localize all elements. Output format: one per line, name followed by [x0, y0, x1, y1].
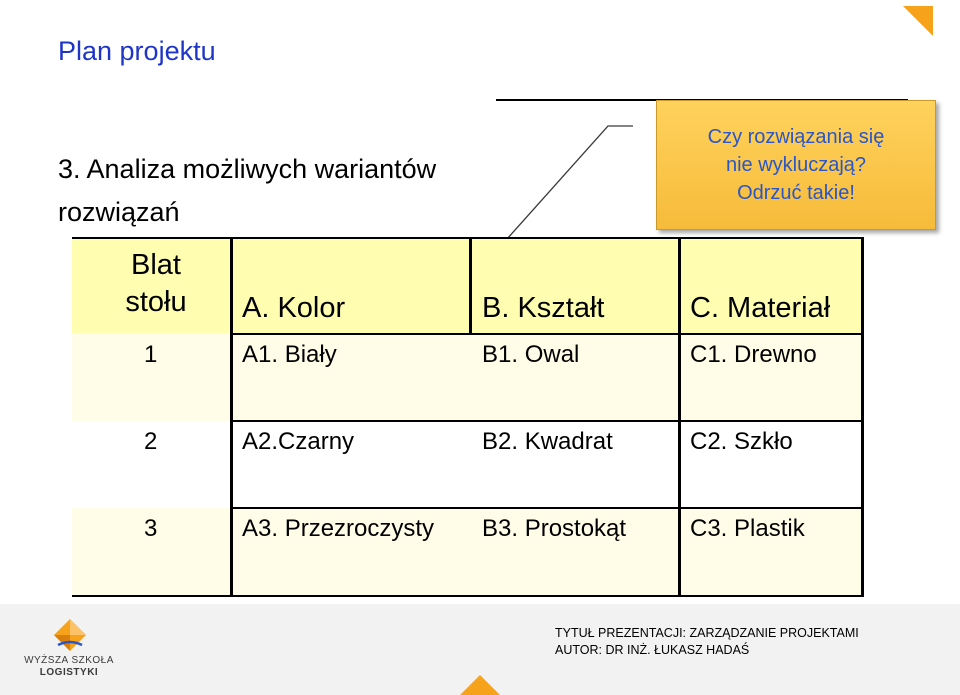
table-divider [678, 237, 681, 597]
column-header-kolor: A. Kolor [242, 292, 346, 324]
footer-info [555, 625, 859, 659]
table-divider [230, 507, 864, 509]
bottom-triangle-icon [460, 675, 500, 695]
corner-triangle-icon [903, 6, 933, 36]
table-cell: A2.Czarny [242, 428, 355, 455]
variants-table [72, 237, 864, 597]
logo-line-1: WYŻSZA SZKOŁA [24, 655, 114, 666]
table-cell: A3. Przezroczysty [242, 515, 435, 542]
table-cell: A1. Biały [242, 341, 337, 368]
column-header-material: C. Materiał [690, 292, 831, 324]
section-heading-line-1: 3. Analiza możliwych wariantów [58, 154, 437, 184]
table-divider [230, 237, 233, 597]
section-heading-line-2: rozwiązań [58, 197, 180, 227]
row-number: 2 [144, 428, 158, 455]
table-divider [230, 420, 864, 422]
table-corner-header [110, 247, 202, 321]
table-divider [72, 595, 864, 597]
table-cell: C1. Drewno [690, 341, 817, 368]
callout-line-1: Czy rozwiązania się [707, 126, 885, 148]
callout-box [656, 100, 936, 230]
table-cell: B1. Owal [482, 341, 580, 368]
logo-line-2: LOGISTYKI [39, 667, 99, 678]
presentation-title: TYTUŁ PREZENTACJI: ZARZĄDZANIE PROJEKTAMI [555, 626, 859, 640]
table-cell: B3. Prostokąt [482, 515, 627, 542]
presentation-author: AUTOR: DR INŻ. ŁUKASZ HADAŚ [555, 643, 750, 657]
table-cell: C2. Szkło [690, 428, 793, 455]
row-number: 3 [144, 515, 158, 542]
school-logo-text [14, 655, 124, 679]
table-divider [72, 237, 864, 239]
table-cell: B2. Kwadrat [482, 428, 613, 455]
table-cell: C3. Plastik [690, 515, 805, 542]
table-divider [230, 333, 864, 335]
table-divider [469, 237, 472, 333]
table-divider [861, 237, 864, 597]
slide-title: Plan projektu [58, 36, 216, 66]
corner-header-line-2: stołu [125, 286, 187, 318]
callout-line-2: nie wykluczają? [725, 154, 867, 176]
callout-line-3: Odrzuć takie! [737, 182, 855, 204]
column-header-ksztalt: B. Kształt [482, 292, 605, 324]
row-number: 1 [144, 341, 158, 368]
corner-header-line-1: Blat [131, 249, 181, 281]
